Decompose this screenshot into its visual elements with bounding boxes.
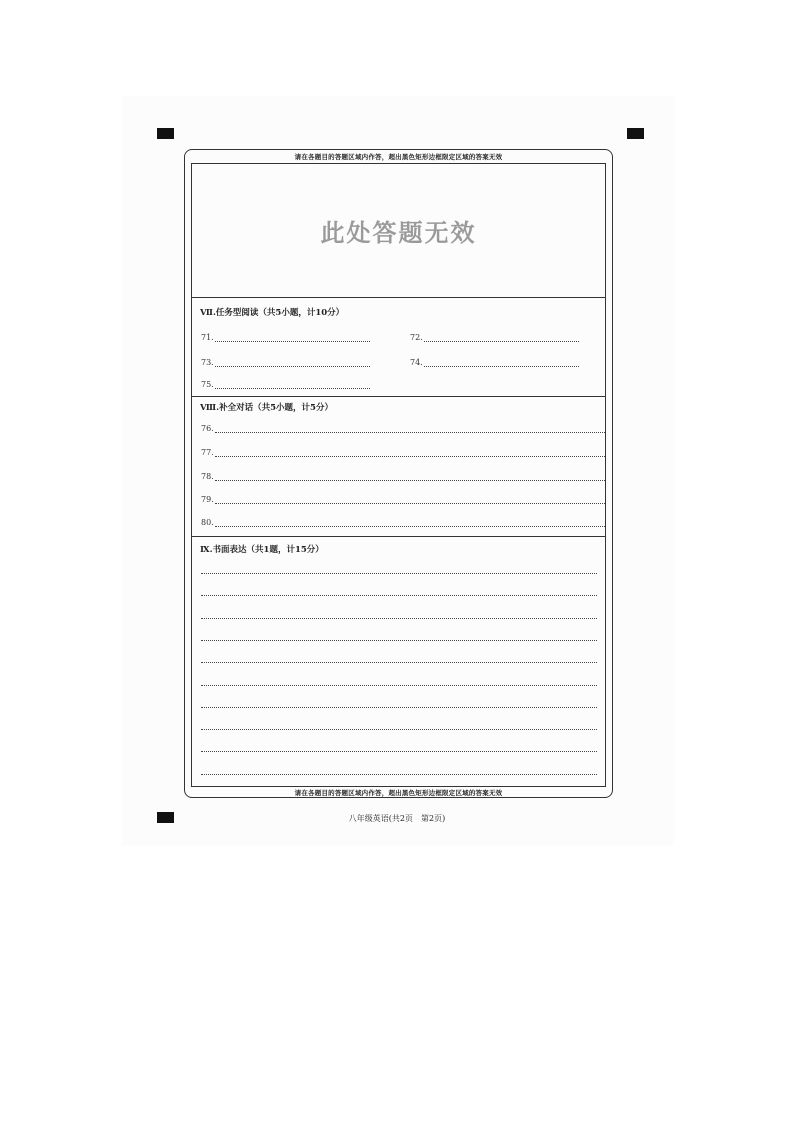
item-number: 79. xyxy=(201,495,214,504)
section-task-reading-title: Ⅶ.任务型阅读（共5小题，计10分） xyxy=(200,308,345,318)
answer-line-79[interactable] xyxy=(201,495,605,504)
item-number: 74. xyxy=(410,358,423,367)
item-number: 73. xyxy=(201,358,214,367)
answer-blank[interactable] xyxy=(215,480,605,481)
answer-line-73[interactable] xyxy=(201,358,370,367)
item-number: 71. xyxy=(201,333,214,342)
answer-blank[interactable] xyxy=(424,341,579,342)
writing-line[interactable] xyxy=(201,685,597,686)
writing-line[interactable] xyxy=(201,751,597,752)
answer-area xyxy=(191,163,606,787)
writing-line[interactable] xyxy=(201,595,597,596)
writing-line[interactable] xyxy=(201,662,597,663)
item-number: 77. xyxy=(201,448,214,457)
answer-blank[interactable] xyxy=(424,366,579,367)
answer-blank[interactable] xyxy=(215,341,370,342)
writing-line[interactable] xyxy=(201,729,597,730)
alignment-marker-top-left xyxy=(157,128,174,139)
notice-top: 请在各题目的答题区域内作答，超出黑色矩形边框限定区域的答案无效 xyxy=(294,153,503,161)
writing-line[interactable] xyxy=(201,640,597,641)
invalid-zone-label: 此处答题无效 xyxy=(320,219,477,247)
answer-line-72[interactable] xyxy=(410,333,579,342)
answer-blank[interactable] xyxy=(215,432,605,433)
section-task-reading xyxy=(192,298,605,397)
answer-line-75[interactable] xyxy=(201,380,370,389)
answer-line-77[interactable] xyxy=(201,448,605,457)
item-number: 78. xyxy=(201,472,214,481)
answer-blank[interactable] xyxy=(215,388,370,389)
page-footer: 八年级英语(共2页 第2页) xyxy=(348,814,446,823)
item-number: 72. xyxy=(410,333,423,342)
answer-line-71[interactable] xyxy=(201,333,370,342)
writing-line[interactable] xyxy=(201,774,597,775)
alignment-marker-top-right xyxy=(627,128,644,139)
item-number: 76. xyxy=(201,424,214,433)
answer-blank[interactable] xyxy=(215,456,605,457)
section-dialogue-title: Ⅷ.补全对话（共5小题，计5分） xyxy=(200,403,333,413)
notice-bottom: 请在各题目的答题区域内作答，超出黑色矩形边框限定区域的答案无效 xyxy=(294,789,503,797)
section-writing-title: Ⅸ.书面表达（共1题，计15分） xyxy=(200,545,324,555)
section-writing xyxy=(192,537,605,788)
item-number: 75. xyxy=(201,380,214,389)
item-number: 80. xyxy=(201,518,214,527)
answer-line-76[interactable] xyxy=(201,424,605,433)
writing-line[interactable] xyxy=(201,618,597,619)
section-dialogue-completion xyxy=(192,397,605,537)
answer-frame xyxy=(184,149,613,798)
answer-line-74[interactable] xyxy=(410,358,579,367)
answer-blank[interactable] xyxy=(215,526,605,527)
answer-line-80[interactable] xyxy=(201,518,605,527)
invalid-answer-zone xyxy=(192,164,605,298)
writing-line[interactable] xyxy=(201,707,597,708)
answer-blank[interactable] xyxy=(215,366,370,367)
answer-blank[interactable] xyxy=(215,503,605,504)
writing-line[interactable] xyxy=(201,573,597,574)
answer-line-78[interactable] xyxy=(201,472,605,481)
